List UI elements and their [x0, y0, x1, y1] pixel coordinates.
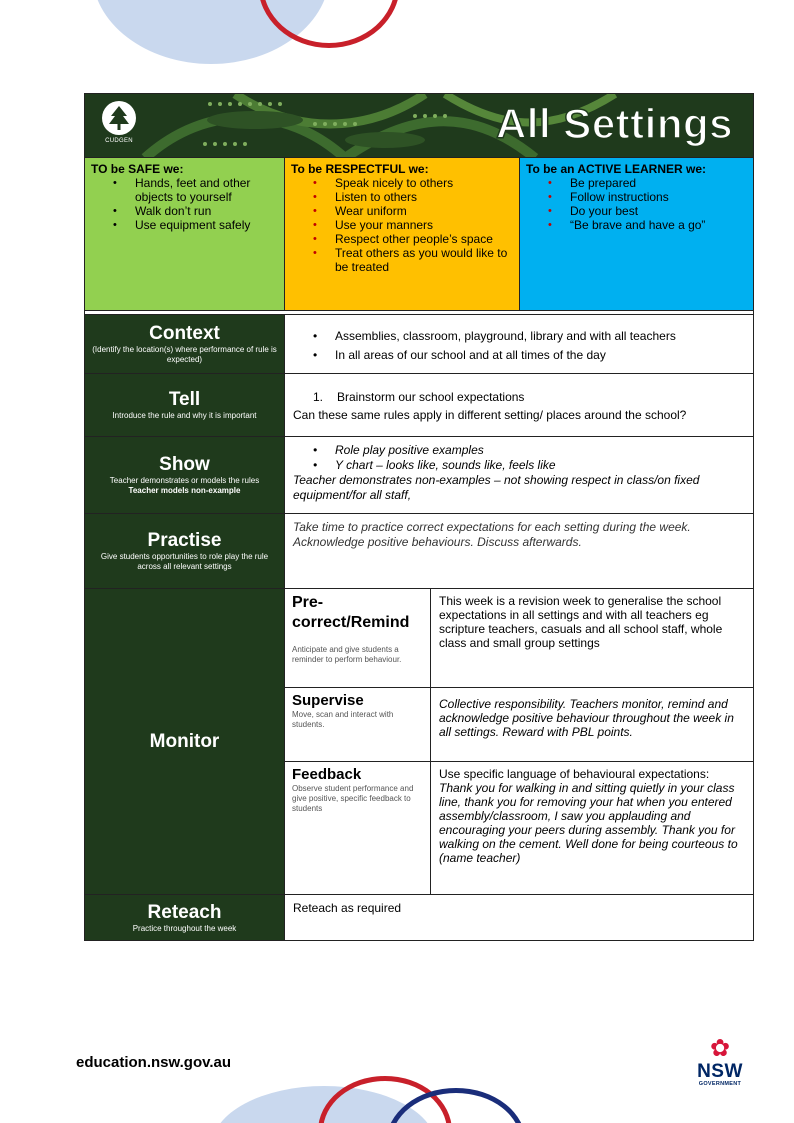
context-content [285, 315, 753, 373]
reteach-label: Reteach Practice throughout the week [85, 895, 285, 940]
practise-content: Take time to practice correct expectations for each setting during the week. Acknowledge positive behaviours. Discuss afterwards. [293, 520, 691, 549]
monitor-row [85, 589, 753, 895]
values-row [85, 158, 753, 311]
supervise-text: Collective responsibility. Teachers monitor, remind and acknowledge positive behaviour throughout the week in all settings. Reward with PBL points. [439, 697, 734, 739]
tell-label: Tell Introduce the rule and why it is important [85, 374, 285, 436]
pre-correct-text: This week is a revision week to generalise the school expectations in all settings and with all teachers eg scripture teachers, casuals and all school staff, whole class and small group settings [439, 594, 723, 650]
feedback-row [285, 762, 753, 894]
reteach-row [85, 895, 753, 940]
learner-heading: To be an ACTIVE LEARNER we: [526, 162, 707, 176]
list-item: • Wear uniform [313, 204, 407, 218]
supervise-label: Supervise Move, scan and interact with students. [285, 688, 431, 761]
monitor-grid [285, 589, 753, 894]
list-item: • Respect other people’s space [313, 232, 493, 246]
waratah-icon: ✿ [709, 1035, 731, 1062]
tell-content [285, 374, 753, 436]
school-logo [99, 101, 139, 153]
website-link[interactable]: education.nsw.gov.au [76, 1054, 232, 1071]
list-item: • Listen to others [313, 190, 418, 204]
list-item: • Follow instructions [548, 190, 669, 204]
tree-icon [108, 105, 130, 131]
list-item: 1. Brainstorm our school expectations [313, 390, 525, 404]
feedback-content [431, 762, 753, 894]
logo-text: CUDGEN [105, 138, 133, 144]
show-content [285, 437, 753, 513]
respectful-heading: To be RESPECTFUL we: [291, 162, 429, 176]
behaviour-matrix [84, 93, 754, 941]
page-title: All Settings [495, 100, 733, 147]
safe-heading: TO be SAFE we: [91, 162, 184, 176]
list-item: • Role play positive examples [313, 443, 745, 458]
tell-row [85, 374, 753, 437]
list-item: • Do your best [548, 204, 639, 218]
pre-correct-row [285, 589, 753, 688]
context-label: Context (Identify the location(s) where performance of rule is expected) [85, 315, 285, 373]
list-item: • “Be brave and have a go” [548, 218, 706, 232]
list-item: • Speak nicely to others [313, 176, 454, 190]
practise-row [85, 514, 753, 589]
nsw-government-logo: ✿ NSW GOVERNMENT [692, 1036, 748, 1087]
feedback-text: Use specific language of behavioural expectations: [439, 767, 710, 781]
feedback-label: Feedback Observe student performance and give positive, specific feedback to students [285, 762, 431, 894]
practise-label: Practise Give students opportunities to role play the rule across all relevant settings [85, 514, 285, 588]
list-item: • Use equipment safely [113, 218, 251, 232]
list-item: • In all areas of our school and at all times of the day [313, 348, 745, 363]
active-learner-column [520, 158, 753, 310]
show-note: Teacher demonstrates non-examples – not showing respect in class/on fixed equipment/for all staff, [293, 473, 700, 502]
list-item: • Y chart – looks like, sounds like, feels like [313, 458, 745, 473]
pre-correct-label: Pre-correct/Remind Anticipate and give students a reminder to perform behaviour. [285, 589, 431, 687]
respectful-column [285, 158, 520, 310]
show-label: Show Teacher demonstrates or models the rules Teacher models non-example [85, 437, 285, 513]
list-item: • Treat others as you would like to be treated [313, 246, 508, 274]
list-item: • Walk don’t run [113, 204, 212, 218]
monitor-label: Monitor [85, 589, 285, 894]
reteach-content: Reteach as required [293, 901, 402, 915]
list-item: • Hands, feet and other objects to yourself [113, 176, 251, 204]
context-row [85, 315, 753, 374]
feedback-example: Thank you for walking in and sitting quietly in your class line, thank you for removing your hat when you entered assembly/classroom, I saw you applauding and encouraging your peers during assembly. Thank you for walking on the cement. Well done for being courteous to (name teacher) [439, 781, 738, 865]
list-item: • Use your manners [313, 218, 434, 232]
banner [85, 94, 753, 158]
list-item: • Be prepared [548, 176, 637, 190]
safe-column [85, 158, 285, 310]
list-item: • Assemblies, classroom, playground, library and with all teachers [313, 329, 745, 344]
supervise-row [285, 688, 753, 762]
tell-question: Can these same rules apply in different setting/ places around the school? [293, 408, 687, 422]
show-row [85, 437, 753, 514]
